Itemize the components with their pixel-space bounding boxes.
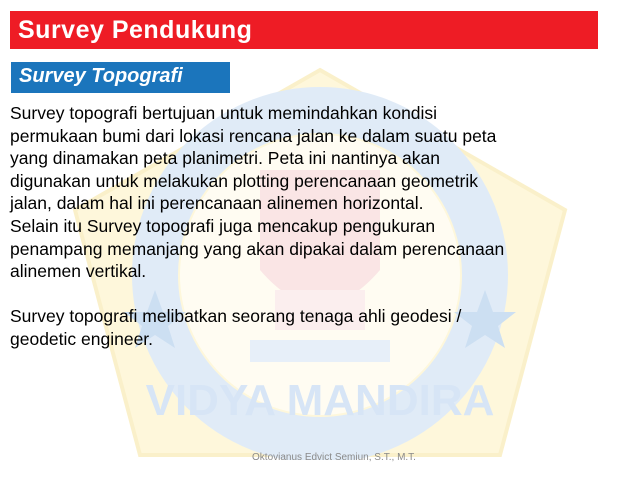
subtitle-box [11,62,230,93]
slide-footer: Oktovianus Edvict Semiun, S.T., M.T. [252,452,416,463]
title-bar [10,11,598,49]
paragraph-1: Survey topografi bertujuan untuk memindahkan kondisi permukaan bumi dari lokasi rencana jalan ke dalam suatu peta yang dinamakan peta planimetri. Peta ini nantinya akan digunakan untuk melakukan plotting perencanaan geometrik jalan, dalam hal ini perencanaan alinemen horizontal. Selain itu Survey topografi juga mencakup pengukuran penampang memanjang yang akan dipakai dalam perencanaan alinemen vertikal. [10,103,505,282]
watermark-bottom-text: VIDYA MANDIRA [145,376,495,425]
slide-title: Survey Pendukung [18,16,253,44]
paragraph-gap [10,283,625,306]
slide-subtitle: Survey Topografi [19,65,183,87]
paragraph-2: Survey topografi melibatkan seorang tenaga ahli geodesi / geodetic engineer. [10,306,462,349]
slide-body [10,102,625,351]
